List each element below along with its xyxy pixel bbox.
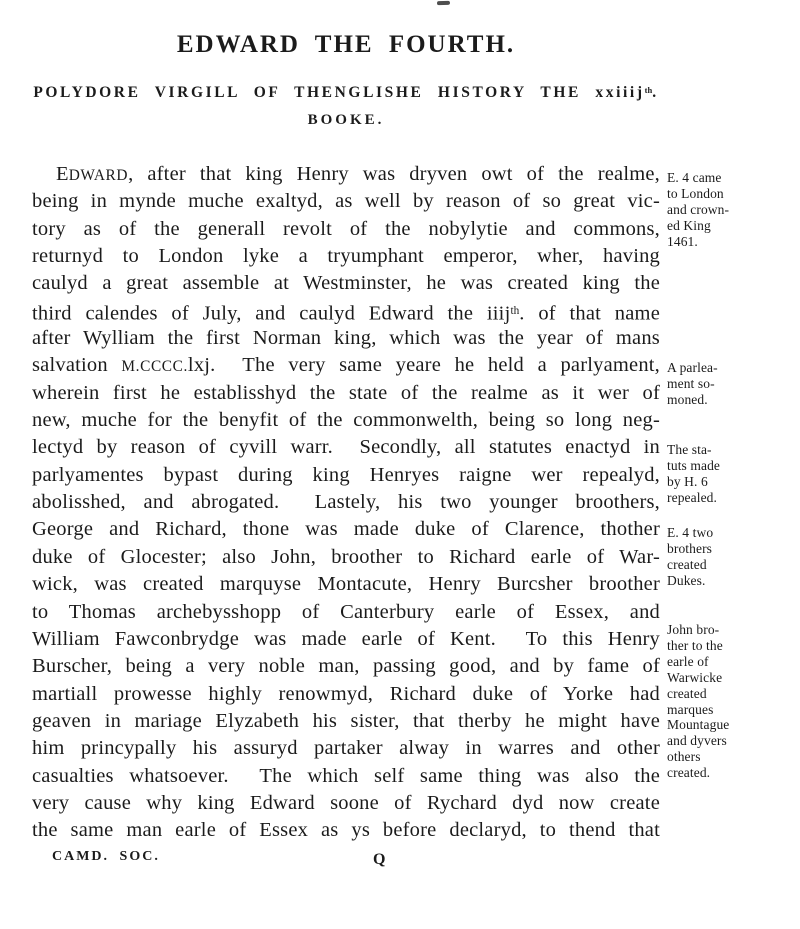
margin-note-line: ment so- [667,375,715,391]
margin-note-line: and dyvers [667,733,727,749]
margin-note-line: earle of [667,653,709,669]
margin-note-line: marques [667,701,714,717]
body-line: the same man earle of Essex as ys before declaryd, to thend that [32,819,660,842]
margin-note-line: moned. [667,391,708,407]
footer-imprint: CAMD. SOC. [52,849,160,864]
margin-note-line: created. [667,765,711,781]
page-title: EDWARD THE FOURTH. [176,31,516,58]
body-line: William Fawconbrydge was made earle of Kent. To this Henry [32,627,660,650]
body-line: tory as of the generall revolt of the nobylytie and commons, [32,217,660,240]
margin-note-line: 1461. [667,233,698,249]
margin-note-line: created [667,556,707,572]
margin-note-line: The sta- [667,442,712,457]
body-line: lectyd by reason of cyvill warr. Secondly, all statutes enactyd in [32,436,660,459]
margin-note-line: by H. 6 [667,473,708,489]
body-line: to Thomas archebysshopp of Canterbury earle of Essex, and [32,600,660,623]
margin-note-line: and crown- [667,201,730,217]
body-line: abolisshed, and abrogated. Lastely, his two younger broothers, [32,491,660,514]
body-line: salvation M.CCCC.lxj. The very same yeare he held a parlyament, [32,354,661,377]
margin-note-line: tuts made [667,457,721,473]
body-line: third calendes of July, and caulyd Edward the iiij$^{th}$. of that name [32,302,661,325]
body-line: geaven in mariage Elyzabeth his sister, that therby he might have [32,709,660,732]
body-line: returnyd to London lyke a tryumphant emperor, wher, having [32,245,660,268]
body-line: new, muche for the benyfit of the commonwelth, being so long neg- [32,409,660,432]
chapter-heading-book: BOOKE. [307,112,385,128]
margin-note-line: E. 4 came [667,170,722,185]
margin-note [667,622,797,781]
body-line: EDWARD, after that king Henry was dryven owt of the realme, [56,163,660,185]
margin-note-line: ed King [667,217,711,233]
margin-note [667,525,797,589]
margin-note-line: John bro- [667,622,720,637]
margin-note-line: brothers [667,540,713,556]
body-line: parlyamentes bypast during king Henryes raigne wer repealyd, [32,463,660,486]
margin-note-line: Warwicke [667,669,723,685]
body-line: Burscher, being a very noble man, passing good, and by fame of [32,655,660,678]
body-line: wherein first he establisshyd the state of the realme as it wer of [32,381,660,404]
signature-mark: Q [373,851,386,868]
body-line: George and Richard, thone was made duke of Clarence, thother [32,518,660,541]
margin-note-line: others [667,749,701,765]
margin-note-line: created [667,685,707,701]
body-line: martiall prowesse highly renowmyd, Richard duke of Yorke had [32,682,660,705]
margin-note [667,360,797,408]
body-line: casualties whatsoever. The which self same thing was also the [32,764,660,787]
margin-note [667,442,797,506]
body-line: being in mynde muche exaltyd, as well by reason of so great vic- [32,190,660,213]
body-line: wick, was created marquyse Montacute, Henry Burcsher broother [32,573,660,596]
body-line: caulyd a great assemble at Westminster, he was created king the [32,272,660,295]
margin-note-line: Mountague [667,717,730,733]
margin-note-line: to London [667,185,724,201]
body-line: duke of Glocester; also John, broother to Richard earle of War- [32,545,660,568]
body-line: after Wylliam the first Norman king, which was the year of mans [32,327,660,350]
margin-note-line: ther to the [667,637,723,653]
margin-note-line: repealed. [667,489,717,505]
chapter-heading: POLYDORE VIRGILL OF THENGLISHE HISTORY THE xxiiij$^{th}$. [33,84,659,101]
body-line: him princypally his assuryd partaker alway in warres and other [32,737,660,760]
margin-note [667,170,797,250]
body-line: very cause why king Edward soone of Rychard dyd now create [32,791,660,814]
margin-note-line: E. 4 two [667,525,714,540]
margin-note-line: Dukes. [667,572,706,588]
margin-note-line: A parlea- [667,360,718,375]
